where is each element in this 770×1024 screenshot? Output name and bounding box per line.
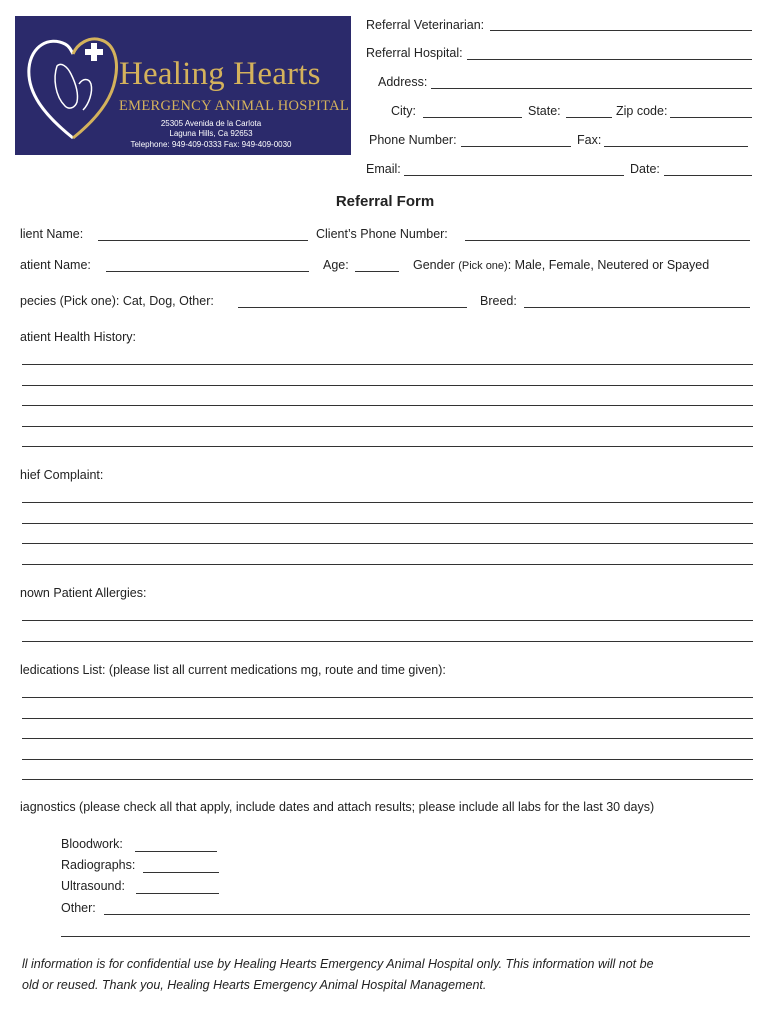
- gender-label: [413, 258, 709, 272]
- complaint-line[interactable]: [22, 502, 753, 503]
- bloodwork-field[interactable]: [135, 851, 217, 852]
- medications-line[interactable]: [22, 779, 753, 780]
- phone-label: Phone Number:: [369, 133, 457, 147]
- medications-line[interactable]: [22, 718, 753, 719]
- gender-label-text: Gender: [413, 258, 455, 272]
- zip-label: Zip code:: [616, 104, 668, 118]
- medications-label: ledications List: (please list all current medications mg, route and time given):: [20, 663, 446, 677]
- client-name-field[interactable]: [98, 240, 308, 241]
- history-line[interactable]: [22, 364, 753, 365]
- address-field[interactable]: [431, 88, 752, 89]
- diagnostics-label: iagnostics (please check all that apply, include dates and attach results; please include all labs for the last 30 days): [20, 800, 655, 814]
- city-field[interactable]: [423, 117, 522, 118]
- date-field[interactable]: [664, 175, 752, 176]
- client-phone-label: Client’s Phone Number:: [316, 227, 448, 241]
- bloodwork-label: Bloodwork:: [61, 837, 123, 851]
- footer-line1: ll information is for confidential use by Healing Hearts Emergency Animal Hospital only. This information will not be: [22, 957, 654, 971]
- gender-pick-note: (Pick one): [458, 260, 508, 272]
- logo-subtitle: EMERGENCY ANIMAL HOSPITAL: [119, 98, 350, 114]
- logo-address-line1: 25305 Avenida de la Carlota: [160, 119, 262, 128]
- referral-vet-label: Referral Veterinarian:: [366, 18, 485, 32]
- address-label: Address:: [378, 75, 428, 89]
- date-label: Date:: [630, 162, 660, 176]
- radiographs-label: Radiographs:: [61, 858, 136, 872]
- referral-hospital-label: Referral Hospital:: [366, 46, 463, 60]
- state-label: State:: [528, 104, 561, 118]
- history-line[interactable]: [22, 385, 753, 386]
- ultrasound-label: Ultrasound:: [61, 879, 125, 893]
- complaint-line[interactable]: [22, 523, 753, 524]
- client-name-label: lient Name:: [20, 227, 84, 241]
- age-field[interactable]: [355, 271, 399, 272]
- patient-name-label: atient Name:: [20, 258, 91, 272]
- medications-line[interactable]: [22, 697, 753, 698]
- other-field[interactable]: [104, 914, 750, 915]
- breed-label: Breed:: [480, 294, 517, 308]
- ultrasound-field[interactable]: [136, 893, 219, 894]
- referral-vet-field[interactable]: [490, 30, 752, 31]
- state-field[interactable]: [566, 117, 612, 118]
- phone-field[interactable]: [461, 146, 571, 147]
- radiographs-field[interactable]: [143, 872, 219, 873]
- history-label: atient Health History:: [20, 330, 137, 344]
- fax-label: Fax:: [577, 133, 602, 147]
- allergies-line[interactable]: [22, 641, 753, 642]
- complaint-line[interactable]: [22, 564, 753, 565]
- referral-hospital-field[interactable]: [467, 59, 752, 60]
- logo-address-line2: Laguna Hills, Ca 92653: [169, 129, 253, 138]
- species-label: pecies (Pick one): Cat, Dog, Other:: [20, 294, 214, 308]
- allergies-label: nown Patient Allergies:: [20, 586, 147, 600]
- other-label: Other:: [61, 901, 96, 915]
- complaint-line[interactable]: [22, 543, 753, 544]
- patient-name-field[interactable]: [106, 271, 309, 272]
- medications-line[interactable]: [22, 738, 753, 739]
- footer-line2: old or reused. Thank you, Healing Hearts Emergency Animal Hospital Management.: [22, 978, 487, 992]
- logo-contact: Telephone: 949-409-0333 Fax: 949-409-0030: [130, 140, 292, 149]
- allergies-line[interactable]: [22, 620, 753, 621]
- email-label: Email:: [366, 162, 401, 176]
- fax-field[interactable]: [604, 146, 748, 147]
- medications-line[interactable]: [22, 759, 753, 760]
- history-line[interactable]: [22, 446, 753, 447]
- history-line[interactable]: [22, 426, 753, 427]
- complaint-label: hief Complaint:: [20, 468, 104, 482]
- logo-name: Healing Hearts: [119, 56, 321, 92]
- city-label: City:: [391, 104, 416, 118]
- hospital-logo: [15, 16, 351, 155]
- other-field-line2[interactable]: [61, 936, 750, 937]
- history-line[interactable]: [22, 405, 753, 406]
- breed-field[interactable]: [524, 307, 750, 308]
- zip-field[interactable]: [670, 117, 752, 118]
- species-other-field[interactable]: [238, 307, 467, 308]
- heart-pet-logo-icon: [23, 26, 123, 146]
- client-phone-field[interactable]: [465, 240, 750, 241]
- form-title: Referral Form: [335, 193, 435, 210]
- email-field[interactable]: [404, 175, 624, 176]
- gender-options: : Male, Female, Neutered or Spayed: [507, 258, 710, 272]
- age-label: Age:: [323, 258, 349, 272]
